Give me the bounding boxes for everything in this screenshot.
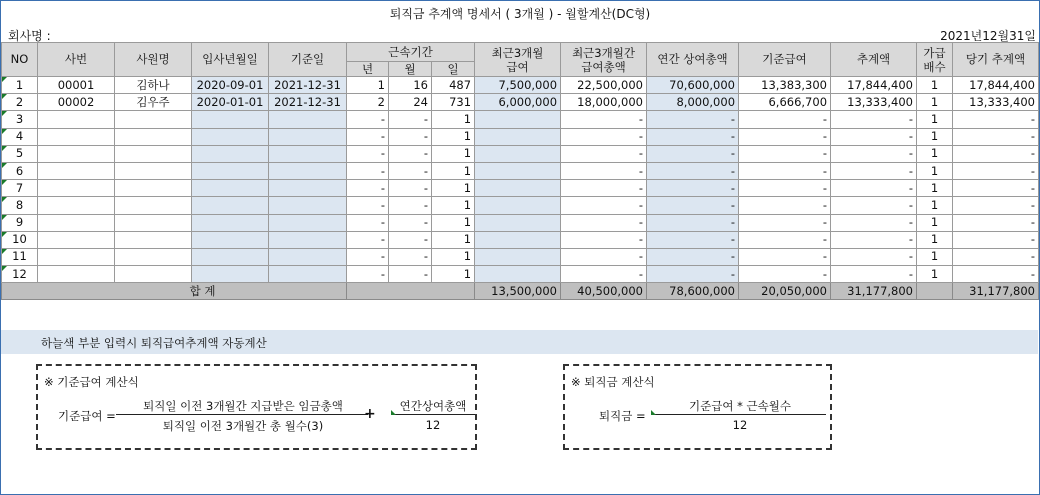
cell-bonus[interactable]: - xyxy=(647,128,739,145)
cell-pay3[interactable] xyxy=(475,231,561,248)
cell-pay3-total[interactable]: - xyxy=(561,214,647,231)
cell-current-estimate[interactable]: - xyxy=(953,145,1039,162)
cell-base-pay[interactable]: - xyxy=(739,111,831,128)
severance-formula-title: ※ 퇴직금 계산식 xyxy=(571,375,655,389)
header-name: 사원명 xyxy=(115,43,192,77)
cell-days[interactable]: 1 xyxy=(432,145,475,162)
bonus-formula-denominator: 12 xyxy=(425,418,441,432)
cell-months[interactable]: - xyxy=(389,111,432,128)
cell-days[interactable]: 731 xyxy=(432,94,475,111)
cell-days[interactable]: 1 xyxy=(432,180,475,197)
table-row xyxy=(2,197,1039,214)
cell-name[interactable] xyxy=(115,111,192,128)
table-row xyxy=(2,248,1039,265)
cell-months[interactable]: - xyxy=(389,145,432,162)
cell-hire-date[interactable] xyxy=(192,231,269,248)
cell-months[interactable]: - xyxy=(389,266,432,283)
cell-hire-date[interactable] xyxy=(192,180,269,197)
cell-base-pay[interactable]: - xyxy=(739,128,831,145)
cell-years[interactable]: - xyxy=(347,162,389,179)
severance-formula-box xyxy=(563,364,832,450)
base-pay-formula-lhs: 기준급여 = xyxy=(58,409,116,423)
cell-emp-id[interactable] xyxy=(38,162,115,179)
table-row xyxy=(2,214,1039,231)
cell-hire-date[interactable] xyxy=(192,162,269,179)
cell-base-date[interactable] xyxy=(269,162,347,179)
cell-pay3[interactable] xyxy=(475,248,561,265)
cell-days[interactable]: 1 xyxy=(432,128,475,145)
header-emp-id: 사번 xyxy=(38,43,115,77)
report-date[interactable]: 2021년12월31일 xyxy=(940,29,1036,43)
severance-fraction-line xyxy=(651,414,826,415)
cell-no[interactable]: 11 xyxy=(2,248,38,265)
cell-hire-date[interactable] xyxy=(192,214,269,231)
cell-multiplier[interactable]: 1 xyxy=(917,94,953,111)
cell-emp-id[interactable] xyxy=(38,145,115,162)
cell-base-pay[interactable]: 13,383,300 xyxy=(739,77,831,94)
cell-base-pay[interactable]: - xyxy=(739,266,831,283)
cell-years[interactable]: - xyxy=(347,180,389,197)
company-label[interactable]: 회사명 : xyxy=(8,29,51,43)
header-year: 년 xyxy=(347,62,389,77)
cell-days[interactable]: 1 xyxy=(432,231,475,248)
cell-days[interactable]: 1 xyxy=(432,111,475,128)
cell-bonus[interactable]: - xyxy=(647,111,739,128)
total-base-pay[interactable]: 20,050,000 xyxy=(739,283,831,300)
cell-base-date[interactable] xyxy=(269,128,347,145)
cell-emp-id[interactable]: 00001 xyxy=(38,77,115,94)
header-service-period: 근속기간 xyxy=(347,43,475,62)
cell-base-date[interactable] xyxy=(269,111,347,128)
cell-years[interactable]: - xyxy=(347,128,389,145)
total-bonus[interactable]: 78,600,000 xyxy=(647,283,739,300)
header-bonus: 연간 상여총액 xyxy=(647,43,739,77)
cell-multiplier[interactable]: 1 xyxy=(917,145,953,162)
cell-estimate[interactable]: - xyxy=(831,214,917,231)
total-pay3[interactable]: 13,500,000 xyxy=(475,283,561,300)
header-no: NO xyxy=(2,43,38,77)
cell-current-estimate[interactable]: 17,844,400 xyxy=(953,77,1039,94)
cell-bonus[interactable]: - xyxy=(647,266,739,283)
cell-bonus[interactable]: 70,600,000 xyxy=(647,77,739,94)
bonus-fraction-line xyxy=(391,414,475,415)
header-hire-date: 입사년월일 xyxy=(192,43,269,77)
cell-years[interactable]: - xyxy=(347,197,389,214)
cell-years[interactable]: 1 xyxy=(347,77,389,94)
table-row xyxy=(2,145,1039,162)
input-note: 하늘색 부분 입력시 퇴직급여추계액 자동계산 xyxy=(41,336,267,350)
cell-name[interactable] xyxy=(115,248,192,265)
severance-formula-lhs: 퇴직금 = xyxy=(599,409,646,423)
base-pay-formula-numerator: 퇴직일 이전 3개월간 지급받은 임금총액 xyxy=(143,399,343,413)
cell-months[interactable]: 16 xyxy=(389,77,432,94)
cell-days[interactable]: 1 xyxy=(432,266,475,283)
cell-bonus[interactable]: - xyxy=(647,231,739,248)
cell-hire-date[interactable]: 2020-09-01 xyxy=(192,77,269,94)
cell-emp-id[interactable]: 00002 xyxy=(38,94,115,111)
cell-no[interactable]: 9 xyxy=(2,214,38,231)
cell-base-date[interactable] xyxy=(269,248,347,265)
cell-pay3-total[interactable]: - xyxy=(561,197,647,214)
cell-bonus[interactable]: - xyxy=(647,214,739,231)
cell-current-estimate[interactable]: - xyxy=(953,214,1039,231)
cell-bonus[interactable]: 8,000,000 xyxy=(647,94,739,111)
cell-days[interactable]: 1 xyxy=(432,248,475,265)
cell-days[interactable]: 1 xyxy=(432,214,475,231)
cell-days[interactable]: 487 xyxy=(432,77,475,94)
cell-hire-date[interactable] xyxy=(192,248,269,265)
cell-base-pay[interactable]: - xyxy=(739,162,831,179)
cell-name[interactable] xyxy=(115,180,192,197)
cell-months[interactable]: - xyxy=(389,128,432,145)
cell-pay3[interactable] xyxy=(475,111,561,128)
cell-pay3-total[interactable]: - xyxy=(561,145,647,162)
cell-base-pay[interactable]: - xyxy=(739,231,831,248)
cell-no[interactable]: 10 xyxy=(2,231,38,248)
cell-pay3[interactable] xyxy=(475,197,561,214)
total-estimate[interactable]: 31,177,800 xyxy=(831,283,917,300)
cell-bonus[interactable]: - xyxy=(647,248,739,265)
header-pay3: 최근3개월 급여 xyxy=(475,43,561,77)
sheet-title: 퇴직금 추계액 명세서 ( 3개월 ) - 월할계산(DC형) xyxy=(389,7,651,21)
cell-bonus[interactable]: - xyxy=(647,145,739,162)
cell-hire-date[interactable]: 2020-01-01 xyxy=(192,94,269,111)
cell-pay3[interactable]: 7,500,000 xyxy=(475,77,561,94)
cell-pay3-total[interactable]: - xyxy=(561,111,647,128)
cell-estimate[interactable]: - xyxy=(831,145,917,162)
cell-name[interactable] xyxy=(115,162,192,179)
cell-hire-date[interactable] xyxy=(192,128,269,145)
cell-multiplier[interactable]: 1 xyxy=(917,162,953,179)
header-base-pay: 기준급여 xyxy=(739,43,831,77)
base-pay-formula-title: ※ 기준급여 계산식 xyxy=(44,375,139,389)
table-row xyxy=(2,77,1039,94)
cell-base-date[interactable]: 2021-12-31 xyxy=(269,94,347,111)
cell-name[interactable]: 김우주 xyxy=(115,94,192,111)
cell-base-date[interactable] xyxy=(269,214,347,231)
cell-pay3[interactable] xyxy=(475,180,561,197)
total-current-estimate[interactable]: 31,177,800 xyxy=(953,283,1039,300)
cell-months[interactable]: - xyxy=(389,248,432,265)
cell-base-date[interactable] xyxy=(269,231,347,248)
cell-months[interactable]: - xyxy=(389,180,432,197)
total-multiplier-cell[interactable] xyxy=(917,283,953,300)
cell-multiplier[interactable]: 1 xyxy=(917,197,953,214)
cell-pay3-total[interactable]: 18,000,000 xyxy=(561,94,647,111)
cell-emp-id[interactable] xyxy=(38,197,115,214)
total-pay3-total[interactable]: 40,500,000 xyxy=(561,283,647,300)
cell-pay3[interactable]: 6,000,000 xyxy=(475,94,561,111)
header-month: 월 xyxy=(389,62,432,77)
cell-current-estimate[interactable]: - xyxy=(953,128,1039,145)
cell-name[interactable] xyxy=(115,197,192,214)
cell-pay3-total[interactable]: - xyxy=(561,162,647,179)
cell-pay3-total[interactable]: - xyxy=(561,248,647,265)
cell-pay3-total[interactable]: - xyxy=(561,231,647,248)
table-body xyxy=(2,77,1039,283)
cell-name[interactable]: 김하나 xyxy=(115,77,192,94)
cell-no[interactable]: 5 xyxy=(2,145,38,162)
cell-current-estimate[interactable]: - xyxy=(953,162,1039,179)
cell-no[interactable]: 1 xyxy=(2,77,38,94)
cell-multiplier[interactable]: 1 xyxy=(917,128,953,145)
cell-days[interactable]: 1 xyxy=(432,162,475,179)
cell-emp-id[interactable] xyxy=(38,180,115,197)
cell-hire-date[interactable] xyxy=(192,197,269,214)
header-base-date: 기준일 xyxy=(269,43,347,77)
cell-no[interactable]: 2 xyxy=(2,94,38,111)
cell-hire-date[interactable] xyxy=(192,111,269,128)
cell-base-date[interactable]: 2021-12-31 xyxy=(269,77,347,94)
cell-name[interactable] xyxy=(115,214,192,231)
base-pay-formula-denominator: 퇴직일 이전 3개월간 총 월수(3) xyxy=(162,419,324,433)
cell-pay3-total[interactable]: - xyxy=(561,266,647,283)
cell-pay3-total[interactable]: 22,500,000 xyxy=(561,77,647,94)
cell-no[interactable]: 12 xyxy=(2,266,38,283)
cell-estimate[interactable]: - xyxy=(831,231,917,248)
cell-name[interactable] xyxy=(115,145,192,162)
table-row xyxy=(2,266,1039,283)
cell-multiplier[interactable]: 1 xyxy=(917,266,953,283)
header-multiplier: 가급 배수 xyxy=(917,43,953,77)
header-current-estimate: 당기 추계액 xyxy=(953,43,1039,77)
header-day: 일 xyxy=(432,62,475,77)
plus-sign: + xyxy=(364,406,376,422)
base-pay-fraction-line xyxy=(116,414,368,415)
cell-pay3[interactable] xyxy=(475,214,561,231)
cell-emp-id[interactable] xyxy=(38,128,115,145)
cell-emp-id[interactable] xyxy=(38,231,115,248)
cell-emp-id[interactable] xyxy=(38,248,115,265)
cell-estimate[interactable]: - xyxy=(831,266,917,283)
cell-multiplier[interactable]: 1 xyxy=(917,77,953,94)
cell-bonus[interactable]: - xyxy=(647,197,739,214)
cell-bonus[interactable]: - xyxy=(647,180,739,197)
estimate-table xyxy=(1,42,1039,300)
cell-pay3[interactable] xyxy=(475,266,561,283)
cell-years[interactable]: - xyxy=(347,248,389,265)
table-row xyxy=(2,111,1039,128)
cell-current-estimate[interactable]: - xyxy=(953,231,1039,248)
cell-multiplier[interactable]: 1 xyxy=(917,248,953,265)
cell-current-estimate[interactable]: - xyxy=(953,111,1039,128)
cell-years[interactable]: - xyxy=(347,266,389,283)
cell-estimate[interactable]: - xyxy=(831,111,917,128)
cell-pay3[interactable] xyxy=(475,128,561,145)
cell-bonus[interactable]: - xyxy=(647,162,739,179)
cell-hire-date[interactable] xyxy=(192,145,269,162)
bonus-formula-numerator: 연간상여총액 xyxy=(399,399,467,413)
table-row xyxy=(2,231,1039,248)
cell-current-estimate[interactable]: - xyxy=(953,248,1039,265)
cell-marker-icon xyxy=(651,410,656,415)
cell-emp-id[interactable] xyxy=(38,266,115,283)
total-label: 합 계 xyxy=(2,283,347,300)
cell-base-date[interactable] xyxy=(269,197,347,214)
cell-estimate[interactable]: 17,844,400 xyxy=(831,77,917,94)
input-note-band xyxy=(1,330,1038,354)
cell-months[interactable]: - xyxy=(389,231,432,248)
cell-base-pay[interactable]: - xyxy=(739,197,831,214)
cell-estimate[interactable]: 13,333,400 xyxy=(831,94,917,111)
cell-estimate[interactable]: - xyxy=(831,180,917,197)
cell-multiplier[interactable]: 1 xyxy=(917,231,953,248)
total-service-cell[interactable] xyxy=(347,283,475,300)
cell-no[interactable]: 8 xyxy=(2,197,38,214)
cell-base-pay[interactable]: - xyxy=(739,145,831,162)
cell-name[interactable] xyxy=(115,231,192,248)
total-row xyxy=(2,283,1039,300)
cell-no[interactable]: 6 xyxy=(2,162,38,179)
cell-no[interactable]: 7 xyxy=(2,180,38,197)
table-row xyxy=(2,94,1039,111)
cell-estimate[interactable]: - xyxy=(831,162,917,179)
severance-formula-denominator: 12 xyxy=(732,418,748,432)
table-row xyxy=(2,162,1039,179)
cell-no[interactable]: 4 xyxy=(2,128,38,145)
cell-base-pay[interactable]: - xyxy=(739,248,831,265)
cell-hire-date[interactable] xyxy=(192,266,269,283)
cell-base-pay[interactable]: - xyxy=(739,214,831,231)
cell-estimate[interactable]: - xyxy=(831,248,917,265)
cell-base-date[interactable] xyxy=(269,266,347,283)
cell-base-date[interactable] xyxy=(269,145,347,162)
severance-formula-numerator: 기준급여 * 근속월수 xyxy=(689,399,791,413)
cell-pay3[interactable] xyxy=(475,145,561,162)
cell-current-estimate[interactable]: - xyxy=(953,266,1039,283)
header-estimate: 추계액 xyxy=(831,43,917,77)
cell-years[interactable]: - xyxy=(347,214,389,231)
cell-current-estimate[interactable]: - xyxy=(953,180,1039,197)
cell-years[interactable]: - xyxy=(347,111,389,128)
table-row xyxy=(2,128,1039,145)
cell-years[interactable]: - xyxy=(347,145,389,162)
cell-months[interactable]: - xyxy=(389,162,432,179)
cell-pay3-total[interactable]: - xyxy=(561,180,647,197)
cell-years[interactable]: - xyxy=(347,231,389,248)
cell-multiplier[interactable]: 1 xyxy=(917,214,953,231)
cell-base-date[interactable] xyxy=(269,180,347,197)
table-row xyxy=(2,180,1039,197)
cell-months[interactable]: - xyxy=(389,214,432,231)
base-pay-formula-box xyxy=(36,364,477,450)
cell-months[interactable]: - xyxy=(389,197,432,214)
cell-estimate[interactable]: - xyxy=(831,128,917,145)
cell-emp-id[interactable] xyxy=(38,111,115,128)
cell-base-pay[interactable]: - xyxy=(739,180,831,197)
cell-months[interactable]: 24 xyxy=(389,94,432,111)
cell-multiplier[interactable]: 1 xyxy=(917,180,953,197)
cell-current-estimate[interactable]: - xyxy=(953,197,1039,214)
cell-base-pay[interactable]: 6,666,700 xyxy=(739,94,831,111)
cell-marker-icon xyxy=(391,410,396,415)
cell-name[interactable] xyxy=(115,266,192,283)
cell-years[interactable]: 2 xyxy=(347,94,389,111)
cell-pay3-total[interactable]: - xyxy=(561,128,647,145)
cell-current-estimate[interactable]: 13,333,400 xyxy=(953,94,1039,111)
cell-pay3[interactable] xyxy=(475,162,561,179)
header-pay3-total: 최근3개월간 급여총액 xyxy=(561,43,647,77)
cell-days[interactable]: 1 xyxy=(432,197,475,214)
cell-emp-id[interactable] xyxy=(38,214,115,231)
cell-no[interactable]: 3 xyxy=(2,111,38,128)
cell-multiplier[interactable]: 1 xyxy=(917,111,953,128)
cell-name[interactable] xyxy=(115,128,192,145)
cell-estimate[interactable]: - xyxy=(831,197,917,214)
